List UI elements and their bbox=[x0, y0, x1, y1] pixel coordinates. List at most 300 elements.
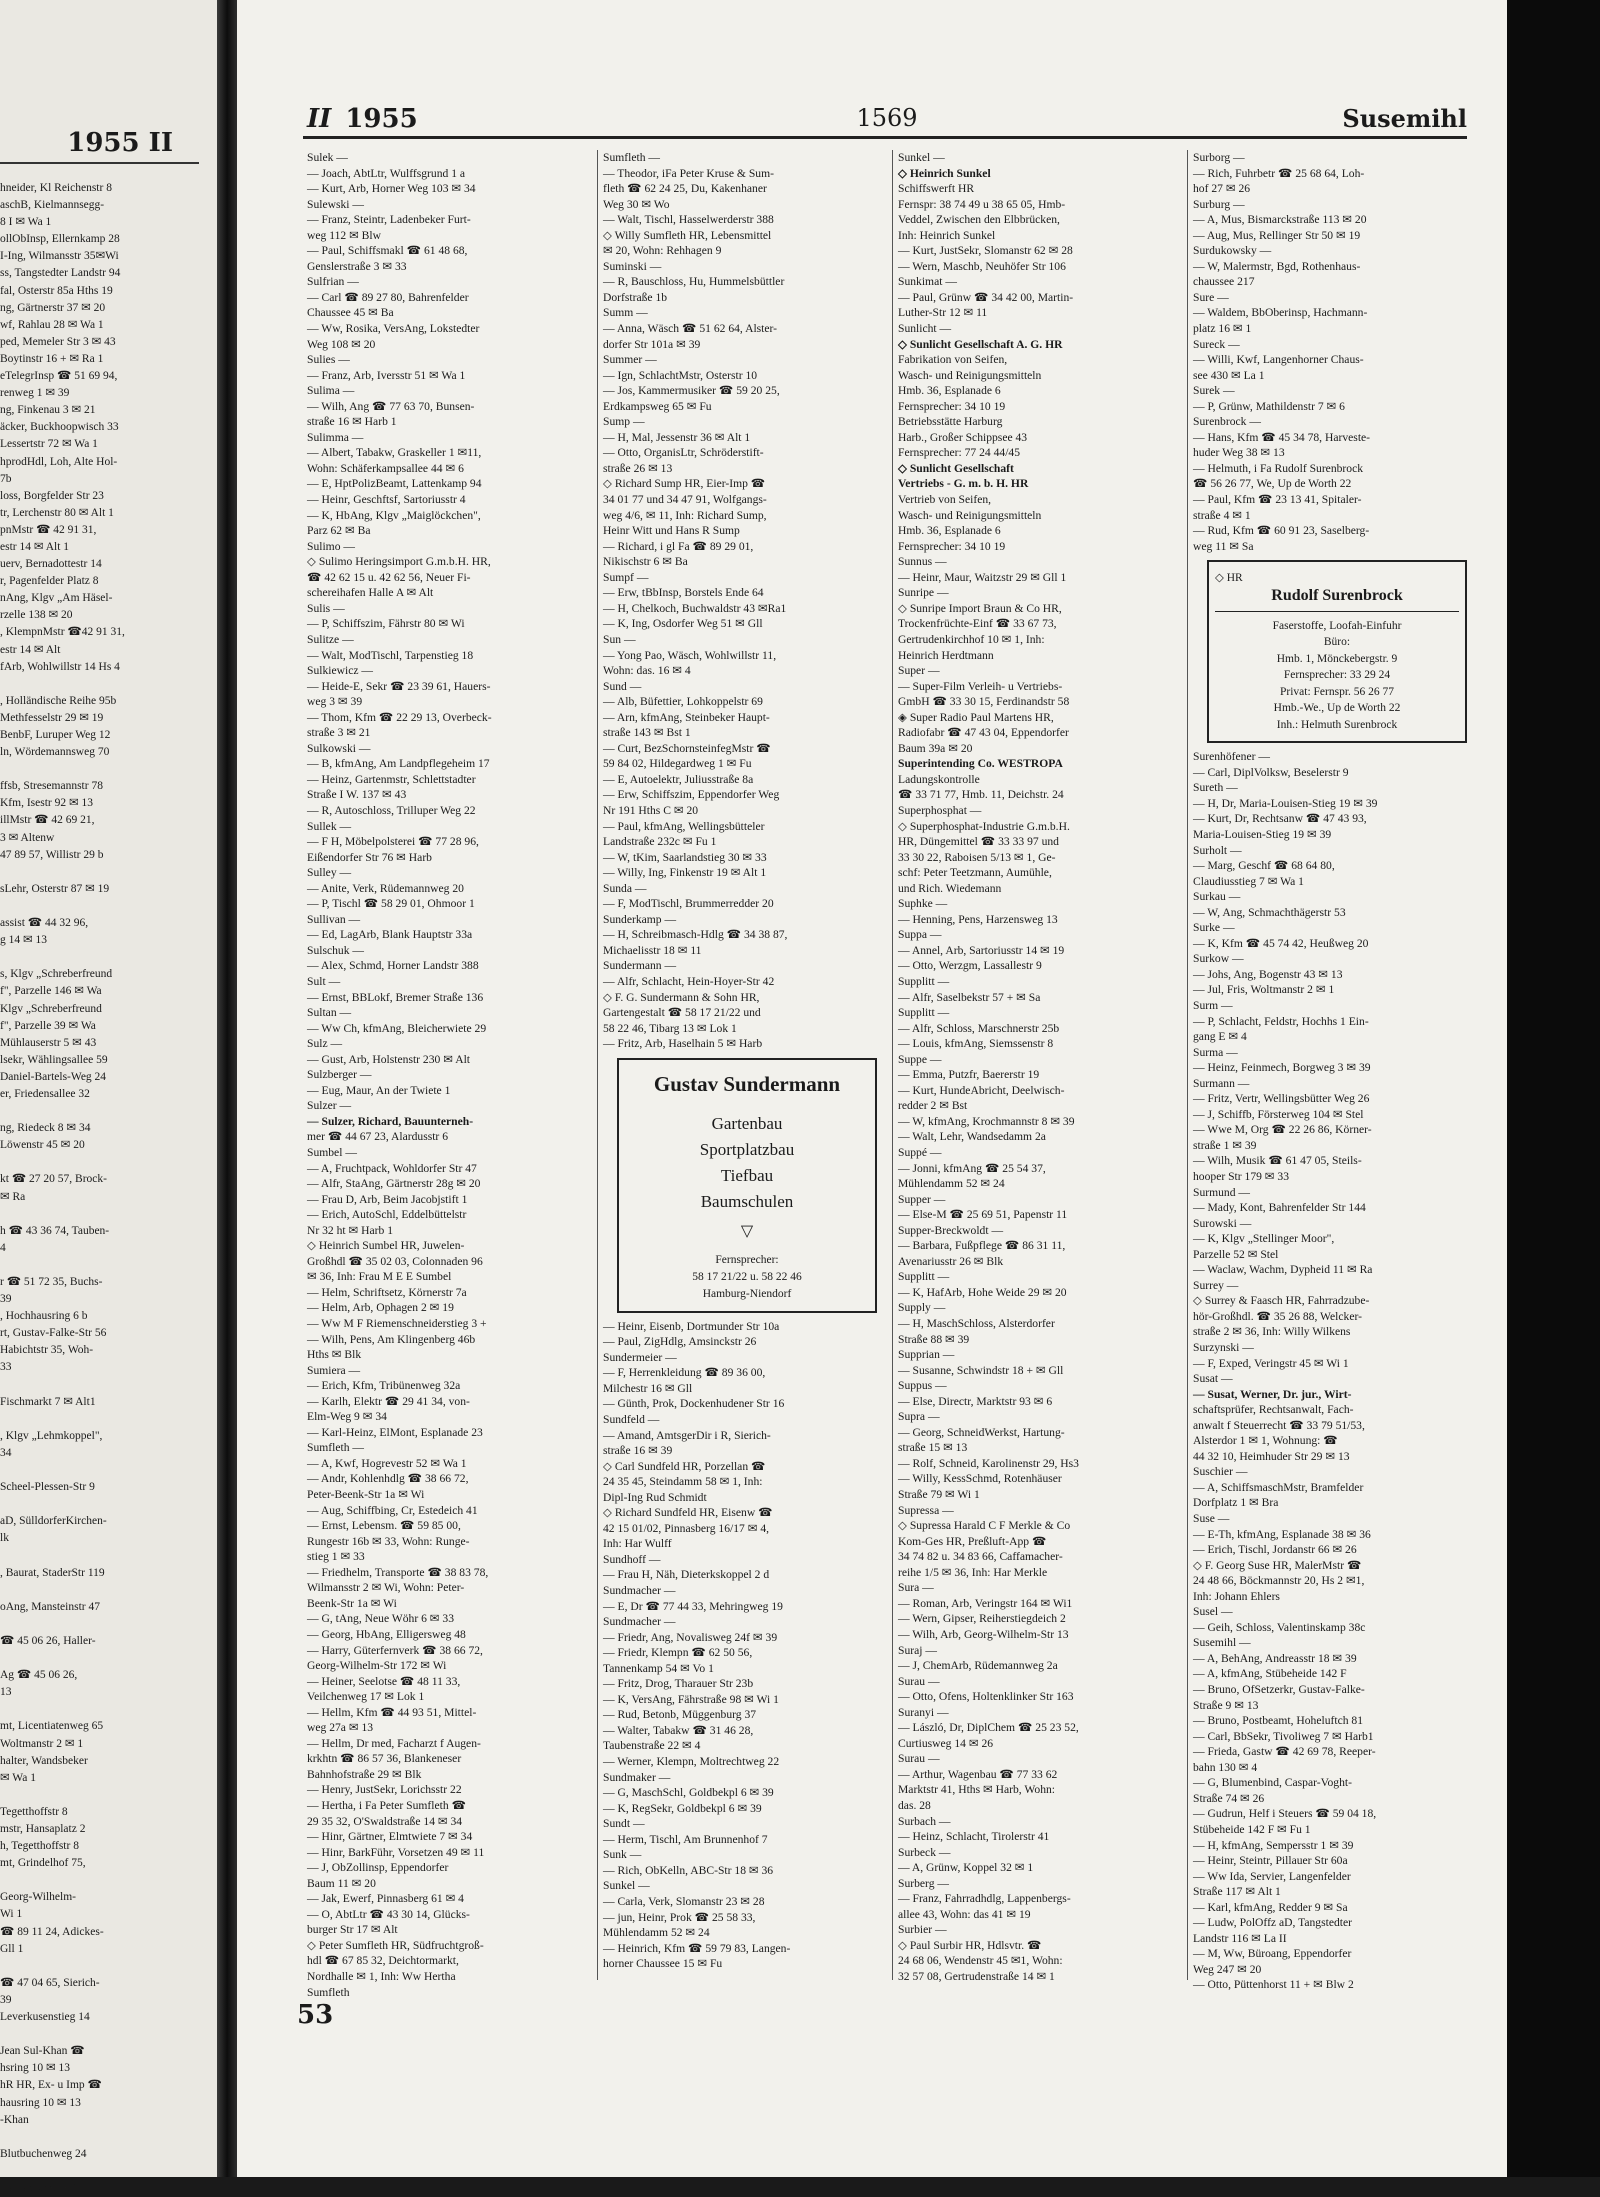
directory-entry: Betriebsstätte Harburg bbox=[898, 415, 1003, 429]
directory-entry: 34 01 77 und 34 47 91, Wolfgangs- bbox=[603, 493, 767, 507]
directory-entry: Suse — bbox=[1193, 1512, 1230, 1526]
directory-entry: — Wern, Maschb, Neuhöfer Str 106 bbox=[898, 259, 1066, 273]
directory-entry: — Ludw, PolOffz aD, Tangstedter bbox=[1193, 1916, 1352, 1930]
directory-entry: — Rich, Fuhrbetr ☎ 25 68 64, Loh- bbox=[1193, 166, 1365, 180]
directory-entry: Sult — bbox=[307, 974, 341, 988]
directory-entry: schf: Peter Teetzmann, Aumühle, bbox=[898, 866, 1052, 880]
directory-entry: straße 4 ✉ 1 bbox=[1193, 508, 1251, 522]
stub-line: ffsb, Stresemannstr 78 bbox=[0, 780, 103, 793]
stub-line: Wi 1 bbox=[0, 1908, 23, 1921]
directory-entry: straße 15 ✉ 13 bbox=[898, 1441, 968, 1455]
directory-entry: Surkow — bbox=[1193, 952, 1244, 966]
directory-entry: — Jonni, kfmAng ☎ 25 54 37, bbox=[898, 1161, 1046, 1175]
column-3 bbox=[898, 150, 1180, 1985]
directory-entry: Trockenfrüchte-Einf ☎ 33 67 73, bbox=[898, 617, 1057, 631]
stub-line bbox=[0, 676, 200, 693]
directory-entry: Supplitt — bbox=[898, 1270, 950, 1284]
stub-line: 34 bbox=[0, 1446, 12, 1459]
directory-entry: Sundmacher — bbox=[603, 1615, 676, 1629]
stub-line: nAng, Klgv „Am Häsel- bbox=[0, 592, 113, 605]
directory-entry: 24 68 06, Wendenstr 45 ✉1, Wohn: bbox=[898, 1954, 1063, 1968]
directory-entry: — B, kfmAng, Am Landpflegeheim 17 bbox=[307, 757, 490, 771]
directory-entry: Surkau — bbox=[1193, 890, 1241, 904]
directory-entry: Georg-Wilhelm-Str 172 ✉ Wi bbox=[307, 1659, 447, 1673]
advertisement-rudolf-surenbrock bbox=[1207, 560, 1467, 743]
directory-entry: — Kurt, HundeAbricht, Deelwisch- bbox=[898, 1083, 1065, 1097]
directory-entry: — Hertha, i Fa Peter Sumfleth ☎ bbox=[307, 1798, 467, 1812]
directory-entry: — Susat, Werner, Dr. jur., Wirt- bbox=[1193, 1387, 1352, 1401]
stub-line: aD, SülldorferKirchen- bbox=[0, 1515, 107, 1528]
directory-entry: — H, Schreibmasch-Hdlg ☎ 34 38 87, bbox=[603, 928, 788, 942]
stub-line: Gll 1 bbox=[0, 1942, 24, 1955]
directory-entry: Mühlendamm 52 ✉ 24 bbox=[603, 1926, 710, 1940]
directory-entry: — P, Schiffszim, Fährstr 80 ✉ Wi bbox=[307, 617, 465, 631]
directory-entry: Surdukowsky — bbox=[1193, 244, 1272, 258]
stub-line: äcker, Buckhoopwisch 33 bbox=[0, 421, 119, 434]
directory-entry: Schiffswerft HR bbox=[898, 182, 975, 196]
stub-line: , KlempnMstr ☎42 91 31, bbox=[0, 626, 125, 639]
directory-entry: 59 84 02, Hildegardweg 1 ✉ Fu bbox=[603, 757, 752, 771]
directory-entry: — Otto, Ofens, Holtenklinker Str 163 bbox=[898, 1690, 1074, 1704]
directory-entry: Supplitt — bbox=[898, 974, 950, 988]
directory-entry: Erdkampsweg 65 ✉ Fu bbox=[603, 399, 712, 413]
column-divider bbox=[597, 150, 598, 1980]
directory-entry: Susemihl — bbox=[1193, 1636, 1251, 1650]
directory-entry: — Ed, LagArb, Blank Hauptstr 33a bbox=[307, 928, 473, 942]
directory-entry: Baum 39a ✉ 20 bbox=[898, 741, 973, 755]
directory-entry: — Heide-E, Sekr ☎ 23 39 61, Hauers- bbox=[307, 679, 491, 693]
directory-entry: — Hellm, Dr med, Facharzt f Augen- bbox=[307, 1736, 481, 1750]
directory-entry: Elm-Weg 9 ✉ 34 bbox=[307, 1410, 387, 1424]
stub-line: Habichtstr 35, Woh- bbox=[0, 1344, 94, 1357]
directory-entry: — Carl, BbSekr, Tivoliweg 7 ✉ Harb1 bbox=[1193, 1729, 1374, 1743]
stub-line bbox=[0, 1582, 200, 1599]
directory-entry: — Super-Film Verleih- u Vertriebs- bbox=[898, 679, 1063, 693]
directory-entry: ◇ Sunripe Import Braun & Co HR, bbox=[898, 601, 1062, 615]
directory-entry: Veilchenweg 17 ✉ Lok 1 bbox=[307, 1690, 425, 1704]
directory-entry: Ladungskontrolle bbox=[898, 772, 980, 786]
directory-entry: — Jul, Fris, Woltmanstr 2 ✉ 1 bbox=[1193, 983, 1335, 997]
directory-entry: — Alb, Büfettier, Lohkoppelstr 69 bbox=[603, 695, 763, 709]
stub-line bbox=[0, 1377, 200, 1394]
directory-entry: — Mady, Kont, Bahrenfelder Str 144 bbox=[1193, 1201, 1366, 1215]
stub-line: r, Pagenfelder Platz 8 bbox=[0, 575, 99, 588]
directory-entry: Sumfleth bbox=[307, 1985, 350, 1999]
directory-entry: Hths ✉ Blk bbox=[307, 1348, 362, 1362]
directory-entry: und Rich. Wiedemann bbox=[898, 881, 1002, 895]
stub-line bbox=[0, 1257, 200, 1274]
directory-entry: — E, Dr ☎ 77 44 33, Mehringweg 19 bbox=[603, 1599, 783, 1613]
stub-line: kt ☎ 27 20 57, Brock- bbox=[0, 1173, 107, 1186]
directory-entry: — Erw, tBbInsp, Borstels Ende 64 bbox=[603, 586, 764, 600]
directory-entry: — Paul, kfmAng, Wellingsbütteler bbox=[603, 819, 765, 833]
stub-line: Fischmarkt 7 ✉ Alt1 bbox=[0, 1395, 96, 1408]
stub-line: loss, Borgfelder Str 23 bbox=[0, 489, 104, 502]
stub-line: ln, Wördemannsweg 70 bbox=[0, 746, 110, 759]
stub-line: ollObInsp, Ellernkamp 28 bbox=[0, 233, 120, 246]
directory-entry: Sumpf — bbox=[603, 570, 649, 584]
directory-entry: — A, Mus, Bismarckstraße 113 ✉ 20 bbox=[1193, 213, 1367, 227]
directory-entry: Straße 117 ✉ Alt 1 bbox=[1193, 1885, 1281, 1899]
directory-entry: — Karl, kfmAng, Redder 9 ✉ Sa bbox=[1193, 1900, 1348, 1914]
directory-entry: — G, MaschSchl, Goldbekpl 6 ✉ 39 bbox=[603, 1786, 774, 1800]
directory-entry: schereihafen Halle A ✉ Alt bbox=[307, 586, 434, 600]
stub-line bbox=[0, 1958, 200, 1975]
directory-entry: ◇ Carl Sundfeld HR, Porzellan ☎ bbox=[603, 1459, 766, 1473]
directory-entry: — Erich, Tischl, Jordanstr 66 ✉ 26 bbox=[1193, 1543, 1357, 1557]
book-gutter bbox=[217, 0, 237, 2177]
directory-entry: — Hinr, Gärtner, Elmtwiete 7 ✉ 34 bbox=[307, 1830, 473, 1844]
directory-entry: Marktstr 41, Hths ✉ Harb, Wohn: bbox=[898, 1783, 1056, 1797]
directory-entry: anwalt f Steuerrecht ☎ 33 79 51/53, bbox=[1193, 1418, 1365, 1432]
directory-entry: — Rich, ObKelln, ABC-Str 18 ✉ 36 bbox=[603, 1863, 774, 1877]
directory-entry: — P, Schlacht, Feldstr, Hochhs 1 Ein- bbox=[1193, 1014, 1369, 1028]
directory-entry: — J, ObZollinsp, Eppendorfer bbox=[307, 1861, 449, 1875]
directory-entry: Inh: Johann Ehlers bbox=[1193, 1589, 1280, 1603]
directory-entry: Baum 11 ✉ 20 bbox=[307, 1876, 376, 1890]
directory-entry: Sundt — bbox=[603, 1817, 645, 1831]
directory-entry: — Ernst, Lebensm. ☎ 59 85 00, bbox=[307, 1519, 461, 1533]
ad-line: Privat: Fernspr. 56 26 77 bbox=[1279, 685, 1395, 698]
directory-entry: — Gudrun, Helf i Steuers ☎ 59 04 18, bbox=[1193, 1807, 1377, 1821]
directory-entry: — Anite, Verk, Rüdemannweg 20 bbox=[307, 881, 464, 895]
stub-line bbox=[0, 949, 200, 966]
stub-line: 33 bbox=[0, 1361, 12, 1374]
directory-entry: Inh: Heinrich Sunkel bbox=[898, 228, 996, 242]
directory-entry: — H, MaschSchloss, Alsterdorfer bbox=[898, 1317, 1055, 1331]
stub-line: uerv, Bernadottestr 14 bbox=[0, 558, 102, 571]
ad-service-line: Baumschulen bbox=[700, 1191, 794, 1211]
stub-line: BenbF, Luruper Weg 12 bbox=[0, 729, 111, 741]
signature-number: 53 bbox=[297, 2000, 334, 2030]
directory-entry: — G, tAng, Neue Wöhr 6 ✉ 33 bbox=[307, 1612, 454, 1626]
stub-line: fal, Osterstr 85a Hths 19 bbox=[0, 284, 113, 297]
directory-entry: Surke — bbox=[1193, 921, 1235, 935]
directory-entry: — K, HbAng, Klgv „Maiglöckchen", bbox=[307, 508, 481, 522]
directory-entry: — Otto, OrganisLtr, Schröderstift- bbox=[603, 446, 764, 460]
directory-entry: Fernsprecher: 77 24 44/45 bbox=[898, 446, 1021, 460]
ad-line: Hmb.-We., Up de Worth 22 bbox=[1273, 702, 1401, 715]
directory-entry: — Emma, Putzfr, Baererstr 19 bbox=[898, 1068, 1040, 1082]
directory-entry: Surberg — bbox=[898, 1876, 949, 1890]
stub-line: Boytinstr 16 + ✉ Ra 1 bbox=[0, 352, 104, 365]
column-2 bbox=[603, 150, 885, 1972]
directory-entry: Sunk — bbox=[603, 1848, 642, 1862]
directory-entry: — Amand, AmtsgerDir i R, Sierich- bbox=[603, 1428, 771, 1442]
directory-entry: Sulschuk — bbox=[307, 943, 365, 957]
directory-entry: Nikischstr 6 ✉ Ba bbox=[603, 555, 688, 569]
directory-entry: — Wilh, Pens, Am Klingenberg 46b bbox=[307, 1332, 476, 1346]
year-label: 1955 bbox=[345, 104, 418, 134]
directory-entry: — Ww Ch, kfmAng, Bleicherwiete 29 bbox=[307, 1021, 487, 1035]
directory-entry: — Heinr, Steintr, Pillauer Str 60a bbox=[1193, 1854, 1348, 1868]
directory-entry: Nordhalle ✉ 1, Inh: Ww Hertha bbox=[307, 1969, 456, 1983]
stub-line: Ag ☎ 45 06 26, bbox=[0, 1669, 78, 1682]
directory-entry: 33 30 22, Raboisen 5/13 ✉ 1, Ge- bbox=[898, 850, 1056, 864]
directory-entry: burger Str 17 ✉ Alt bbox=[307, 1923, 398, 1937]
directory-entry: ◇ F. G. Sundermann & Sohn HR, bbox=[603, 990, 760, 1004]
stub-line: h ☎ 43 36 74, Tauben- bbox=[0, 1224, 110, 1237]
stub-line: Kfm, Isestr 92 ✉ 13 bbox=[0, 797, 93, 810]
directory-entry: see 430 ✉ La 1 bbox=[1193, 368, 1265, 382]
directory-entry: — Frieda, Gastw ☎ 42 69 78, Reeper- bbox=[1193, 1745, 1376, 1759]
stub-line: renweg 1 ✉ 39 bbox=[0, 387, 70, 400]
directory-entry: ◇ Sulimo Heringsimport G.m.b.H. HR, bbox=[307, 555, 491, 569]
directory-entry: Nr 191 Hths C ✉ 20 bbox=[603, 803, 699, 817]
stub-line bbox=[0, 1103, 200, 1120]
directory-entry: Surbier — bbox=[898, 1923, 947, 1937]
directory-entry: schaftsprüfer, Rechtsanwalt, Fach- bbox=[1193, 1403, 1354, 1417]
stub-line bbox=[0, 898, 200, 915]
directory-entry: — K, Ing, Osdorfer Weg 51 ✉ Gll bbox=[603, 617, 763, 631]
directory-entry: weg 4/6, ✉ 11, Inh: Richard Sump, bbox=[603, 508, 767, 522]
directory-entry: — Hellm, Kfm ☎ 44 93 51, Mittel- bbox=[307, 1705, 477, 1719]
directory-entry: ◇ Heinrich Sunkel bbox=[898, 166, 991, 180]
directory-entry: — F, Exped, Veringstr 45 ✉ Wi 1 bbox=[1193, 1356, 1349, 1370]
directory-entry: HR, Düngemittel ☎ 33 33 97 und bbox=[898, 835, 1059, 849]
stub-line: Daniel-Bartels-Weg 24 bbox=[0, 1070, 107, 1083]
directory-entry: — Erw, Schiffszim, Eppendorfer Weg bbox=[603, 788, 780, 802]
stub-line: Jean Sul-Khan ☎ bbox=[0, 2045, 85, 2058]
directory-entry: Suppa — bbox=[898, 928, 942, 942]
stub-line: Lessertstr 72 ✉ Wa 1 bbox=[0, 438, 98, 451]
directory-entry: Suppus — bbox=[898, 1379, 947, 1393]
directory-entry: — Eug, Maur, An der Twiete 1 bbox=[307, 1083, 451, 1097]
directory-entry: Suphke — bbox=[898, 897, 948, 911]
directory-entry: — Annel, Arb, Sartoriusstr 14 ✉ 19 bbox=[898, 943, 1065, 957]
directory-entry: Mühlendamm 52 ✉ 24 bbox=[898, 1177, 1005, 1191]
directory-entry: — Alfr, Schloss, Marschnerstr 25b bbox=[898, 1021, 1060, 1035]
directory-entry: — Heinr, Geschftsf, Sartoriusstr 4 bbox=[307, 493, 466, 507]
stub-line: 13 bbox=[0, 1686, 12, 1699]
stub-line: ng, Riedeck 8 ✉ 34 bbox=[0, 1122, 91, 1135]
directory-entry: hdl ☎ 67 85 32, Deichtormarkt, bbox=[307, 1954, 459, 1968]
directory-entry: Peter-Beenk-Str 1a ✉ Wi bbox=[307, 1488, 425, 1502]
directory-entry: Sunkel — bbox=[603, 1879, 650, 1893]
directory-entry: Rungestr 16b ✉ 33, Wohn: Runge- bbox=[307, 1534, 470, 1548]
directory-entry: — Wern, Gipser, Reiherstiegdeich 2 bbox=[898, 1612, 1066, 1626]
directory-entry: Sura — bbox=[898, 1581, 934, 1595]
directory-entry: Wasch- und Reinigungsmitteln bbox=[898, 368, 1042, 382]
directory-entry: — Albert, Tabakw, Graskeller 1 ✉11, bbox=[307, 446, 482, 460]
directory-entry: Genslerstraße 3 ✉ 33 bbox=[307, 259, 407, 273]
directory-entry: — E-Th, kfmAng, Esplanade 38 ✉ 36 bbox=[1193, 1527, 1371, 1541]
directory-entry: Summer — bbox=[603, 353, 657, 367]
column-divider bbox=[892, 150, 893, 1980]
directory-entry: Milchestr 16 ✉ Gll bbox=[603, 1381, 693, 1395]
directory-entry: Tannenkamp 54 ✉ Vo 1 bbox=[603, 1661, 714, 1675]
running-head: Susemihl bbox=[1342, 104, 1467, 133]
directory-entry: — Roman, Arb, Veringstr 164 ✉ Wi1 bbox=[898, 1596, 1073, 1610]
stub-line bbox=[0, 2129, 200, 2146]
directory-entry: 24 48 66, Böckmannstr 20, Hs 2 ✉1, bbox=[1193, 1574, 1365, 1588]
directory-entry: — P, Tischl ☎ 58 29 01, Ohmoor 1 bbox=[307, 897, 475, 911]
stub-line: eTelegrInsp ☎ 51 69 94, bbox=[0, 370, 118, 383]
stub-line: rzelle 138 ✉ 20 bbox=[0, 609, 73, 622]
directory-entry: — Bruno, Postbeamt, Hoheluftch 81 bbox=[1193, 1714, 1364, 1728]
directory-entry: — Gust, Arb, Holstenstr 230 ✉ Alt bbox=[307, 1052, 471, 1066]
directory-entry: — E, HptPolizBeamt, Lattenkamp 94 bbox=[307, 477, 482, 491]
ad-title: Gustav Sundermann bbox=[653, 1071, 841, 1096]
directory-entry: — Ign, SchlachtMstr, Osterstr 10 bbox=[603, 368, 758, 382]
directory-entry: Fernsprecher: 34 10 19 bbox=[898, 399, 1006, 413]
directory-entry: Surmann — bbox=[1193, 1076, 1250, 1090]
stub-line: 47 89 57, Willistr 29 b bbox=[0, 848, 104, 861]
directory-entry: ◇ Paul Surbir HR, Hdlsvtr. ☎ bbox=[898, 1938, 1042, 1952]
directory-entry: — Geih, Schloss, Valentinskamp 38c bbox=[1193, 1620, 1366, 1634]
directory-entry: — Wilh, Musik ☎ 61 47 05, Steils- bbox=[1193, 1154, 1362, 1168]
directory-entry: Straße 79 ✉ Wi 1 bbox=[898, 1488, 980, 1502]
directory-entry: — W, Malermstr, Bgd, Rothenhaus- bbox=[1193, 259, 1361, 273]
stub-line: 7b bbox=[0, 472, 12, 485]
directory-entry: Suschier — bbox=[1193, 1465, 1248, 1479]
directory-entry: — Yong Pao, Wäsch, Wohlwillstr 11, bbox=[603, 648, 777, 662]
directory-entry: Heinr Witt und Hans R Sump bbox=[603, 524, 740, 538]
directory-entry: Eißendorfer Str 76 ✉ Harb bbox=[307, 850, 432, 864]
directory-entry: — Rud, Kfm ☎ 60 91 23, Saselberg- bbox=[1193, 524, 1370, 538]
stub-line: lk bbox=[0, 1532, 9, 1545]
directory-entry: — K, RegSekr, Goldbekpl 6 ✉ 39 bbox=[603, 1801, 762, 1815]
stub-line: 8 I ✉ Wa 1 bbox=[0, 216, 52, 229]
directory-entry: — Ernst, BBLokf, Bremer Straße 136 bbox=[307, 990, 484, 1004]
stub-line: s, Klgv „Schreberfreund bbox=[0, 968, 113, 981]
directory-entry: — H, Chelkoch, Buchwaldstr 43 ✉Ra1 bbox=[603, 601, 787, 615]
column-divider bbox=[1187, 150, 1188, 1980]
stub-line: Scheel-Plessen-Str 9 bbox=[0, 1481, 95, 1494]
directory-entry: gang E ✉ 4 bbox=[1193, 1030, 1247, 1044]
directory-entry: — Friedr, Klempn ☎ 62 50 56, bbox=[603, 1646, 753, 1660]
stub-line: ✉ Wa 1 bbox=[0, 1771, 36, 1784]
directory-entry: Sumbel — bbox=[307, 1146, 357, 1159]
stub-line bbox=[0, 761, 200, 778]
directory-entry: Beenk-Str 1a ✉ Wi bbox=[307, 1596, 397, 1610]
directory-entry: — Georg, HbAng, Elligersweg 48 bbox=[307, 1627, 466, 1641]
directory-entry: Surholt — bbox=[1193, 843, 1242, 857]
stub-line: ☎ 89 11 24, Adickes- bbox=[0, 1925, 104, 1938]
stub-line bbox=[0, 1154, 200, 1171]
column-4 bbox=[1193, 150, 1475, 1993]
directory-entry: — Henning, Pens, Harzensweg 13 bbox=[898, 912, 1058, 926]
directory-entry: — Friedr, Ang, Novalisweg 24f ✉ 39 bbox=[603, 1630, 778, 1644]
directory-entry: Surowski — bbox=[1193, 1216, 1252, 1230]
ad-line: Fernsprecher: 33 29 24 bbox=[1283, 669, 1391, 682]
directory-entry: — Fritz, Drog, Tharauer Str 23b bbox=[603, 1677, 754, 1691]
directory-entry: Dorfplatz 1 ✉ Bra bbox=[1193, 1496, 1279, 1510]
directory-entry: 24 35 45, Steindamm 58 ✉ 1, Inh: bbox=[603, 1475, 763, 1489]
directory-entry: — Else-M ☎ 25 69 51, Papenstr 11 bbox=[898, 1208, 1068, 1222]
directory-entry: Sureth — bbox=[1193, 781, 1238, 795]
directory-entry: ◇ Superphosphat-Industrie G.m.b.H. bbox=[898, 819, 1070, 833]
previous-page-stub bbox=[0, 0, 217, 2194]
stub-line: ng, Finkenau 3 ✉ 21 bbox=[0, 404, 96, 417]
stub-line: mt, Grindelhof 75, bbox=[0, 1857, 86, 1870]
directory-entry: Gertrudenkirchhof 10 ✉ 1, Inh: bbox=[898, 632, 1045, 646]
directory-entry: — Kurt, Dr, Rechtsanw ☎ 47 43 93, bbox=[1193, 812, 1367, 826]
directory-entry: 44 32 10, Heimhuder Str 29 ✉ 13 bbox=[1193, 1449, 1350, 1463]
directory-entry: Sullek — bbox=[307, 819, 352, 833]
directory-entry: ☎ 56 26 77, We, Up de Worth 22 bbox=[1193, 477, 1352, 491]
directory-entry: Chaussee 45 ✉ Ba bbox=[307, 306, 394, 320]
directory-entry: Parz 62 ✉ Ba bbox=[307, 524, 371, 538]
directory-entry: — Franz, Arb, Iversstr 51 ✉ Wa 1 bbox=[307, 368, 466, 382]
directory-entry: — Karl-Heinz, ElMont, Esplanade 23 bbox=[307, 1425, 483, 1439]
directory-entry: — H, Mal, Jessenstr 36 ✉ Alt 1 bbox=[603, 430, 751, 444]
directory-entry: Suranyi — bbox=[898, 1705, 949, 1719]
directory-entry: platz 16 ✉ 1 bbox=[1193, 322, 1252, 336]
directory-entry: Fernspr: 38 74 49 u 38 65 05, Hmb- bbox=[898, 197, 1066, 211]
directory-entry: Veddel, Zwischen den Elbbrücken, bbox=[898, 213, 1060, 227]
stub-line: , Hochhausring 6 b bbox=[0, 1310, 88, 1323]
directory-entry: — Barbara, Fußpflege ☎ 86 31 11, bbox=[898, 1239, 1066, 1253]
directory-entry: — Carl, DiplVolksw, Beselerstr 9 bbox=[1193, 765, 1349, 779]
directory-entry: Sulies — bbox=[307, 353, 350, 367]
ad-phone: 58 17 21/22 u. 58 22 46 bbox=[692, 1270, 802, 1283]
directory-entry: — W, tKim, Saarlandstieg 30 ✉ 33 bbox=[603, 850, 767, 864]
directory-entry: Sure — bbox=[1193, 290, 1229, 304]
ad-line: Faserstoffe, Loofah-Einfuhr bbox=[1272, 619, 1402, 632]
directory-entry: — A, Grünw, Koppel 32 ✉ 1 bbox=[898, 1861, 1034, 1875]
directory-entry: weg 27a ✉ 13 bbox=[307, 1721, 374, 1735]
stub-line bbox=[0, 1616, 200, 1633]
stub-line: -Khan bbox=[0, 2113, 29, 2126]
stub-line: h, Tegetthoffstr 8 bbox=[0, 1840, 79, 1853]
directory-entry: Weg 108 ✉ 20 bbox=[307, 337, 376, 351]
directory-entry: Sulitze — bbox=[307, 632, 354, 646]
directory-entry: — A, kfmAng, Stübeheide 142 F bbox=[1193, 1667, 1347, 1681]
stub-line: mstr, Hansaplatz 2 bbox=[0, 1823, 86, 1835]
directory-entry: straße 16 ✉ 39 bbox=[603, 1444, 673, 1458]
directory-entry: — jun, Heinr, Prok ☎ 25 58 33, bbox=[603, 1910, 756, 1924]
directory-entry: Straße 9 ✉ 13 bbox=[1193, 1698, 1259, 1712]
directory-entry: Surenhöfener — bbox=[1193, 750, 1270, 764]
directory-entry: — Helm, Arb, Ophagen 2 ✉ 19 bbox=[307, 1301, 454, 1315]
directory-entry: straße 3 ✉ 21 bbox=[307, 726, 371, 740]
directory-entry: Sunderkamp — bbox=[603, 912, 677, 926]
directory-entry: Surmund — bbox=[1193, 1185, 1251, 1199]
directory-entry: Sunkel — bbox=[898, 151, 945, 164]
directory-entry: Inh: Har Wulff bbox=[603, 1537, 672, 1551]
directory-entry: Großhdl ☎ 35 02 03, Colonnaden 96 bbox=[307, 1254, 483, 1268]
directory-entry: GmbH ☎ 33 30 15, Ferdinandstr 58 bbox=[898, 695, 1070, 709]
directory-entry: 58 22 46, Tibarg 13 ✉ Lok 1 bbox=[603, 1021, 737, 1035]
directory-entry: Sunda — bbox=[603, 881, 647, 895]
directory-entry: Dipl-Ing Rud Schmidt bbox=[603, 1490, 707, 1504]
stub-line: Blutbuchenweg 24 bbox=[0, 2147, 87, 2160]
directory-entry: — Willi, Kwf, Langenhorner Chaus- bbox=[1193, 353, 1364, 367]
directory-entry: — Otto, Werzgm, Lassallestr 9 bbox=[898, 959, 1042, 973]
directory-entry: Sulzer — bbox=[307, 1099, 352, 1113]
directory-entry: Surbach — bbox=[898, 1814, 951, 1828]
directory-entry: Surborg — bbox=[1193, 151, 1245, 164]
directory-entry: Sulfrian — bbox=[307, 275, 359, 289]
directory-entry: redder 2 ✉ Bst bbox=[898, 1099, 968, 1113]
directory-entry: Surrey — bbox=[1193, 1278, 1239, 1292]
stub-line bbox=[0, 1462, 200, 1479]
directory-entry: Sulek — bbox=[307, 151, 348, 164]
directory-entry: — E, Autoelektr, Juliusstraße 8a bbox=[603, 772, 754, 786]
ad-service-line: Sportplatzbau bbox=[699, 1139, 795, 1159]
directory-entry: — Günth, Prok, Dockenhudener Str 16 bbox=[603, 1397, 785, 1411]
directory-entry: Heinrich Herdtmann bbox=[898, 648, 994, 662]
stub-line bbox=[0, 1206, 200, 1223]
directory-entry: Sundfeld — bbox=[603, 1413, 660, 1426]
directory-entry: — Bruno, OfSetzerkr, Gustav-Falke- bbox=[1193, 1683, 1365, 1697]
directory-entry: straße 1 ✉ 39 bbox=[1193, 1138, 1257, 1152]
directory-entry: Sunripe — bbox=[898, 586, 949, 600]
directory-entry: — Harry, Güterfernverk ☎ 38 66 72, bbox=[307, 1643, 483, 1657]
directory-entry: — Jos, Kammermusiker ☎ 59 20 25, bbox=[603, 384, 780, 398]
ad-line: Büro: bbox=[1323, 636, 1351, 649]
